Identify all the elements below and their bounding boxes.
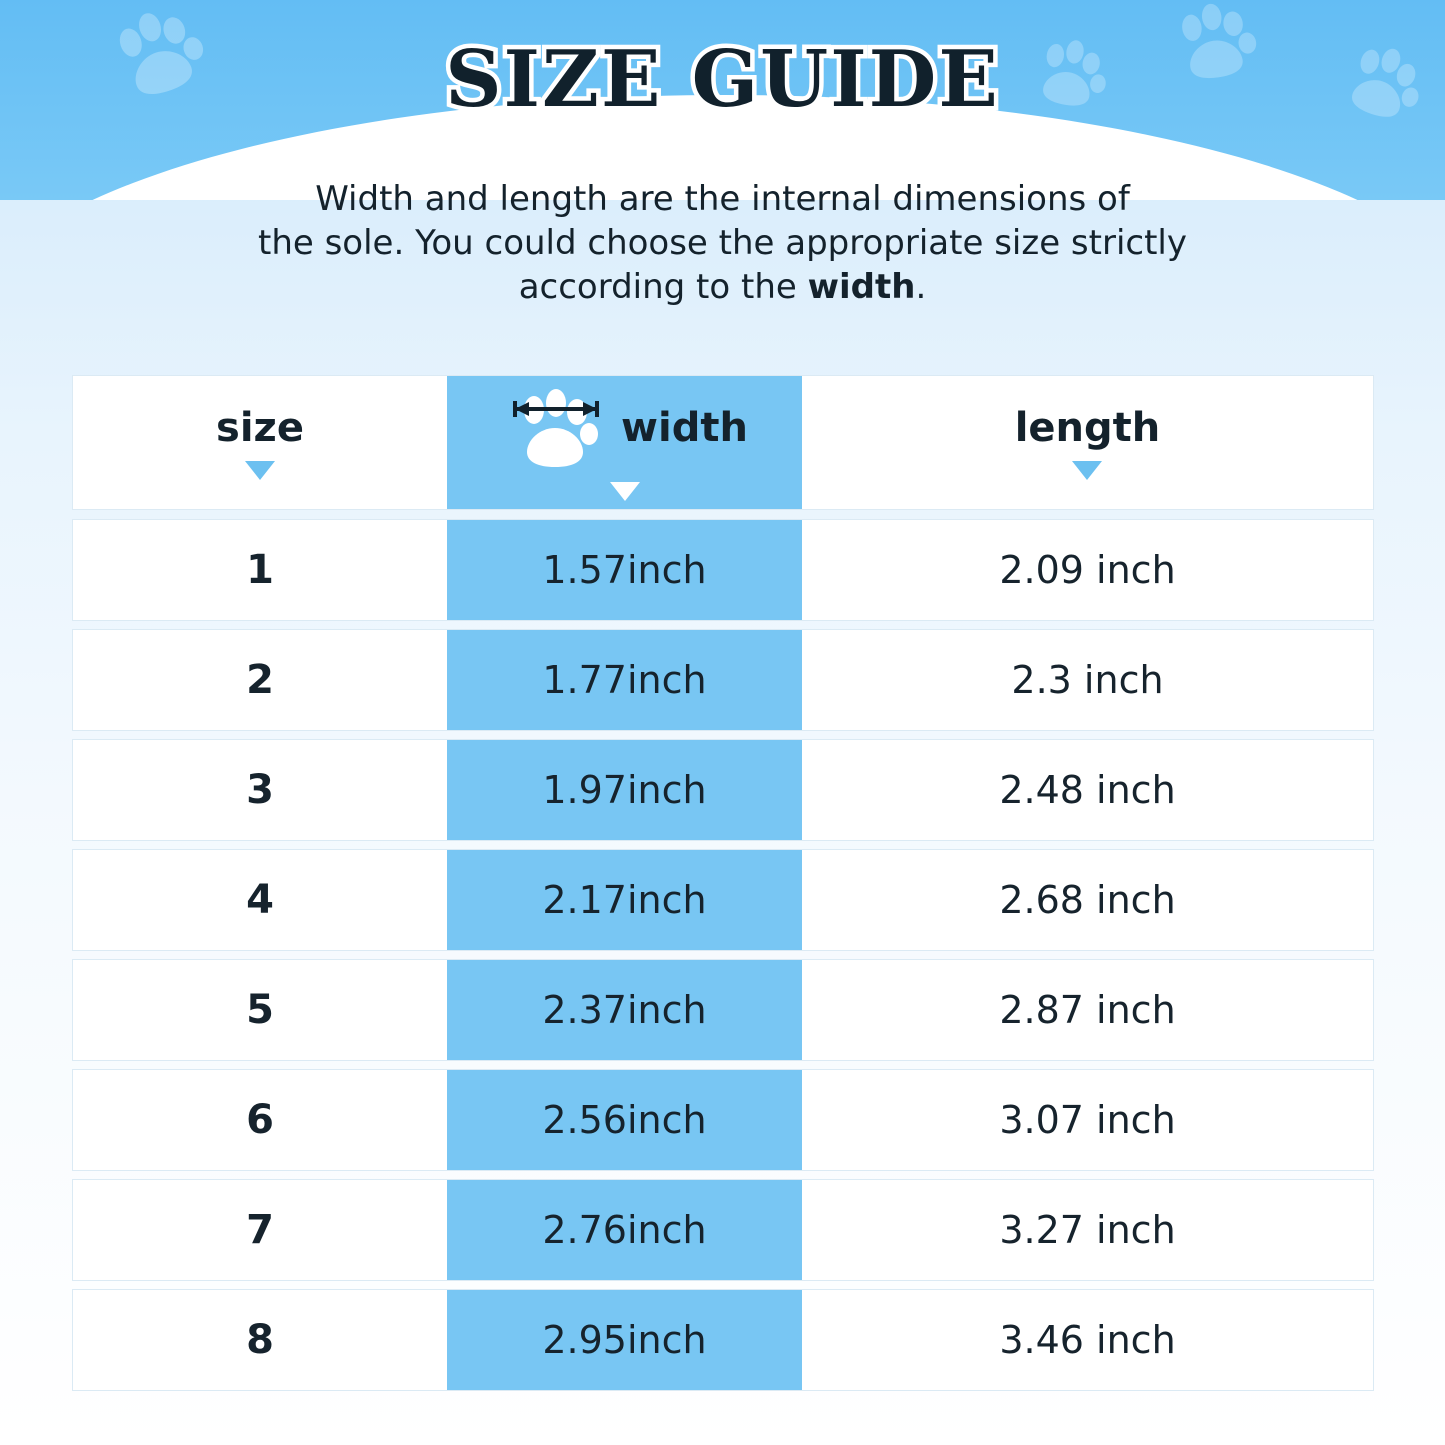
value-length: 2.09 inch (999, 548, 1176, 592)
cell-length (802, 740, 1373, 840)
subtitle-emphasis-width: width (807, 266, 916, 307)
chevron-down-icon (1072, 461, 1102, 480)
value-size: 4 (246, 877, 274, 923)
cell-size (73, 1290, 447, 1390)
table-row (72, 1069, 1374, 1171)
width-measure-arrow-icon (501, 384, 609, 472)
cell-length (802, 960, 1373, 1060)
value-width: 2.37inch (542, 988, 707, 1032)
cell-length (802, 1290, 1373, 1390)
subtitle-line-3-post: . (915, 266, 927, 307)
value-size: 3 (246, 767, 274, 813)
header-cell-size (73, 376, 447, 509)
cell-length (802, 850, 1373, 950)
subtitle-line-1: Width and length are the internal dimensions of (315, 179, 1130, 219)
cell-size (73, 960, 447, 1060)
value-size: 1 (246, 547, 274, 593)
cell-size (73, 1070, 447, 1170)
value-length: 2.3 inch (1011, 658, 1164, 702)
size-chart-table (72, 375, 1374, 1399)
value-length: 2.87 inch (999, 988, 1176, 1032)
value-width: 2.17inch (542, 878, 707, 922)
cell-width (447, 520, 802, 620)
subtitle-line-3-pre: according to the (518, 266, 808, 307)
cell-width (447, 960, 802, 1060)
cell-width (447, 1290, 802, 1390)
table-row (72, 959, 1374, 1061)
header-label-size: size (216, 405, 304, 451)
table-row (72, 519, 1374, 621)
cell-width (447, 630, 802, 730)
value-width: 1.77inch (542, 658, 707, 702)
value-width: 1.97inch (542, 768, 707, 812)
cell-width (447, 1180, 802, 1280)
value-size: 5 (246, 987, 274, 1033)
cell-length (802, 630, 1373, 730)
cell-length (802, 520, 1373, 620)
value-width: 1.57inch (542, 548, 707, 592)
value-length: 2.68 inch (999, 878, 1176, 922)
chevron-down-icon (245, 461, 275, 480)
header-label-width: width (621, 405, 748, 451)
cell-size (73, 1180, 447, 1280)
cell-width (447, 850, 802, 950)
table-row (72, 739, 1374, 841)
value-length: 3.46 inch (999, 1318, 1176, 1362)
chevron-down-icon (610, 482, 640, 501)
subtitle-line-3 (150, 266, 1295, 310)
page-subtitle (150, 178, 1295, 310)
value-width: 2.56inch (542, 1098, 707, 1142)
table-header-row (72, 375, 1374, 510)
value-size: 7 (246, 1207, 274, 1253)
value-length: 2.48 inch (999, 768, 1176, 812)
cell-size (73, 630, 447, 730)
table-row (72, 849, 1374, 951)
cell-length (802, 1070, 1373, 1170)
table-row (72, 629, 1374, 731)
cell-size (73, 520, 447, 620)
cell-width (447, 1070, 802, 1170)
cell-width (447, 740, 802, 840)
table-row (72, 1179, 1374, 1281)
header-cell-width (447, 376, 802, 509)
table-row (72, 1289, 1374, 1391)
cell-length (802, 1180, 1373, 1280)
header-label-length: length (1014, 405, 1161, 451)
value-width: 2.76inch (542, 1208, 707, 1252)
cell-size (73, 740, 447, 840)
value-size: 2 (246, 657, 274, 703)
value-length: 3.27 inch (999, 1208, 1176, 1252)
header-cell-length (802, 376, 1373, 509)
value-size: 6 (246, 1097, 274, 1143)
cell-size (73, 850, 447, 950)
page-title: SIZE GUIDE (445, 34, 1000, 125)
value-length: 3.07 inch (999, 1098, 1176, 1142)
subtitle-line-2: the sole. You could choose the appropriate size strictly (257, 222, 1187, 263)
value-size: 8 (246, 1317, 274, 1363)
value-width: 2.95inch (542, 1318, 707, 1362)
